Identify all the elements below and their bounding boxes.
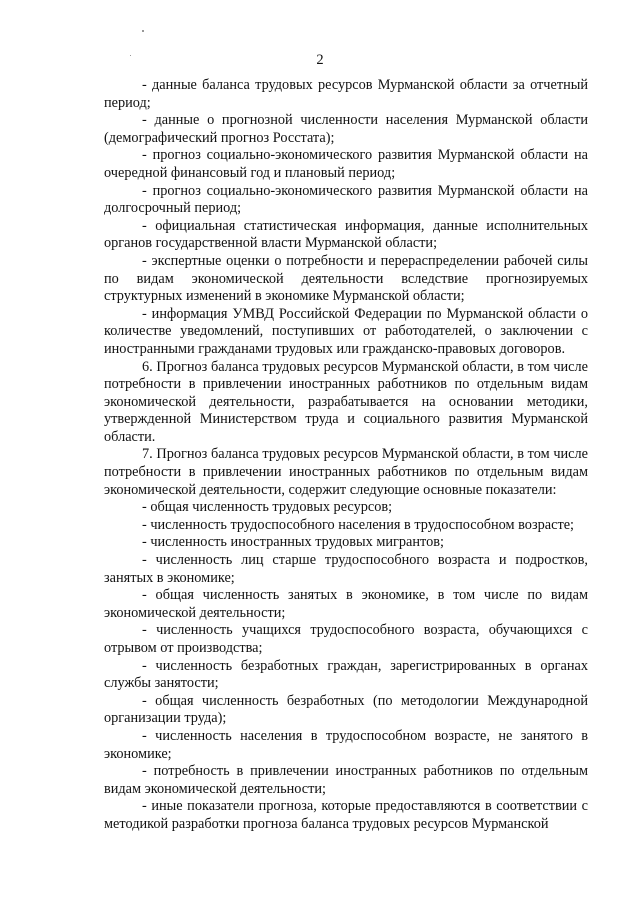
paragraph: - численность безработных граждан, зарегистрированных в органах службы занятости; xyxy=(104,657,588,692)
paragraph: 6. Прогноз баланса трудовых ресурсов Мурманской области, в том числе потребности в привлечении иностранных работников по отдельным видам экономической деятельности, разрабатывается на основании методики, утвержденной Министерством труда и социального развития Мурманской области. xyxy=(104,358,588,445)
paragraph: - численность населения в трудоспособном возрасте, не занятого в экономике; xyxy=(104,727,588,762)
paragraph: - общая численность трудовых ресурсов; xyxy=(142,499,393,516)
paragraph: - численность учащихся трудоспособного возраста, обучающихся с отрывом от производства; xyxy=(104,622,588,656)
paragraph: - общая численность занятых в экономике, в том числе по видам экономической деятельности; xyxy=(104,587,588,621)
paragraph: - данные баланса трудовых ресурсов Мурманской области за отчетный период; xyxy=(104,77,588,111)
paragraph: 7. Прогноз баланса трудовых ресурсов Мурманской области, в том числе потребности в привлечении иностранных работников по отдельным видам экономической деятельности, содержит следующие основные показатели: xyxy=(104,446,588,498)
paragraph: - официальная статистическая информация, данные исполнительных органов государственной власти Мурманской области; xyxy=(104,217,588,252)
paragraph: - потребность в привлечении иностранных работников по отдельным видам экономической деятельности; xyxy=(104,763,588,797)
page-number: 2 xyxy=(316,52,324,68)
paragraph: - иные показатели прогноза, которые предоставляются в соответствии с методикой разработки прогноза баланса трудовых ресурсов Мурманской xyxy=(104,798,588,832)
paragraph: - данные о прогнозной численности населения Мурманской области (демографический прогноз Росстата); xyxy=(104,112,588,146)
paragraph: - экспертные оценки о потребности и перераспределении рабочей силы по видам экономической деятельности вследствие прогнозируемых структурных изменений в экономике Мурманской области; xyxy=(104,252,588,305)
paragraph: - информация УМВД Российской Федерации по Мурманской области о количестве уведомлений, поступивших от работодателей, о заключении с иностранными гражданами трудовых или гражданско-правовых договоров. xyxy=(104,305,588,357)
paragraph: - прогноз социально-экономического развития Мурманской области на долгосрочный период; xyxy=(104,182,588,217)
paragraph: - численность лиц старше трудоспособного возраста и подростков, занятых в экономике; xyxy=(104,552,588,586)
scan-speck xyxy=(142,30,144,32)
document-body xyxy=(104,77,588,834)
paragraph: - численность трудоспособного населения в трудоспособном возрасте; xyxy=(142,516,575,533)
paragraph: - численность иностранных трудовых мигрантов; xyxy=(142,534,444,551)
paragraph: - прогноз социально-экономического развития Мурманской области на очередной финансовый год и плановый период; xyxy=(104,147,588,181)
paragraph: - общая численность безработных (по методологии Международной организации труда); xyxy=(104,692,588,727)
